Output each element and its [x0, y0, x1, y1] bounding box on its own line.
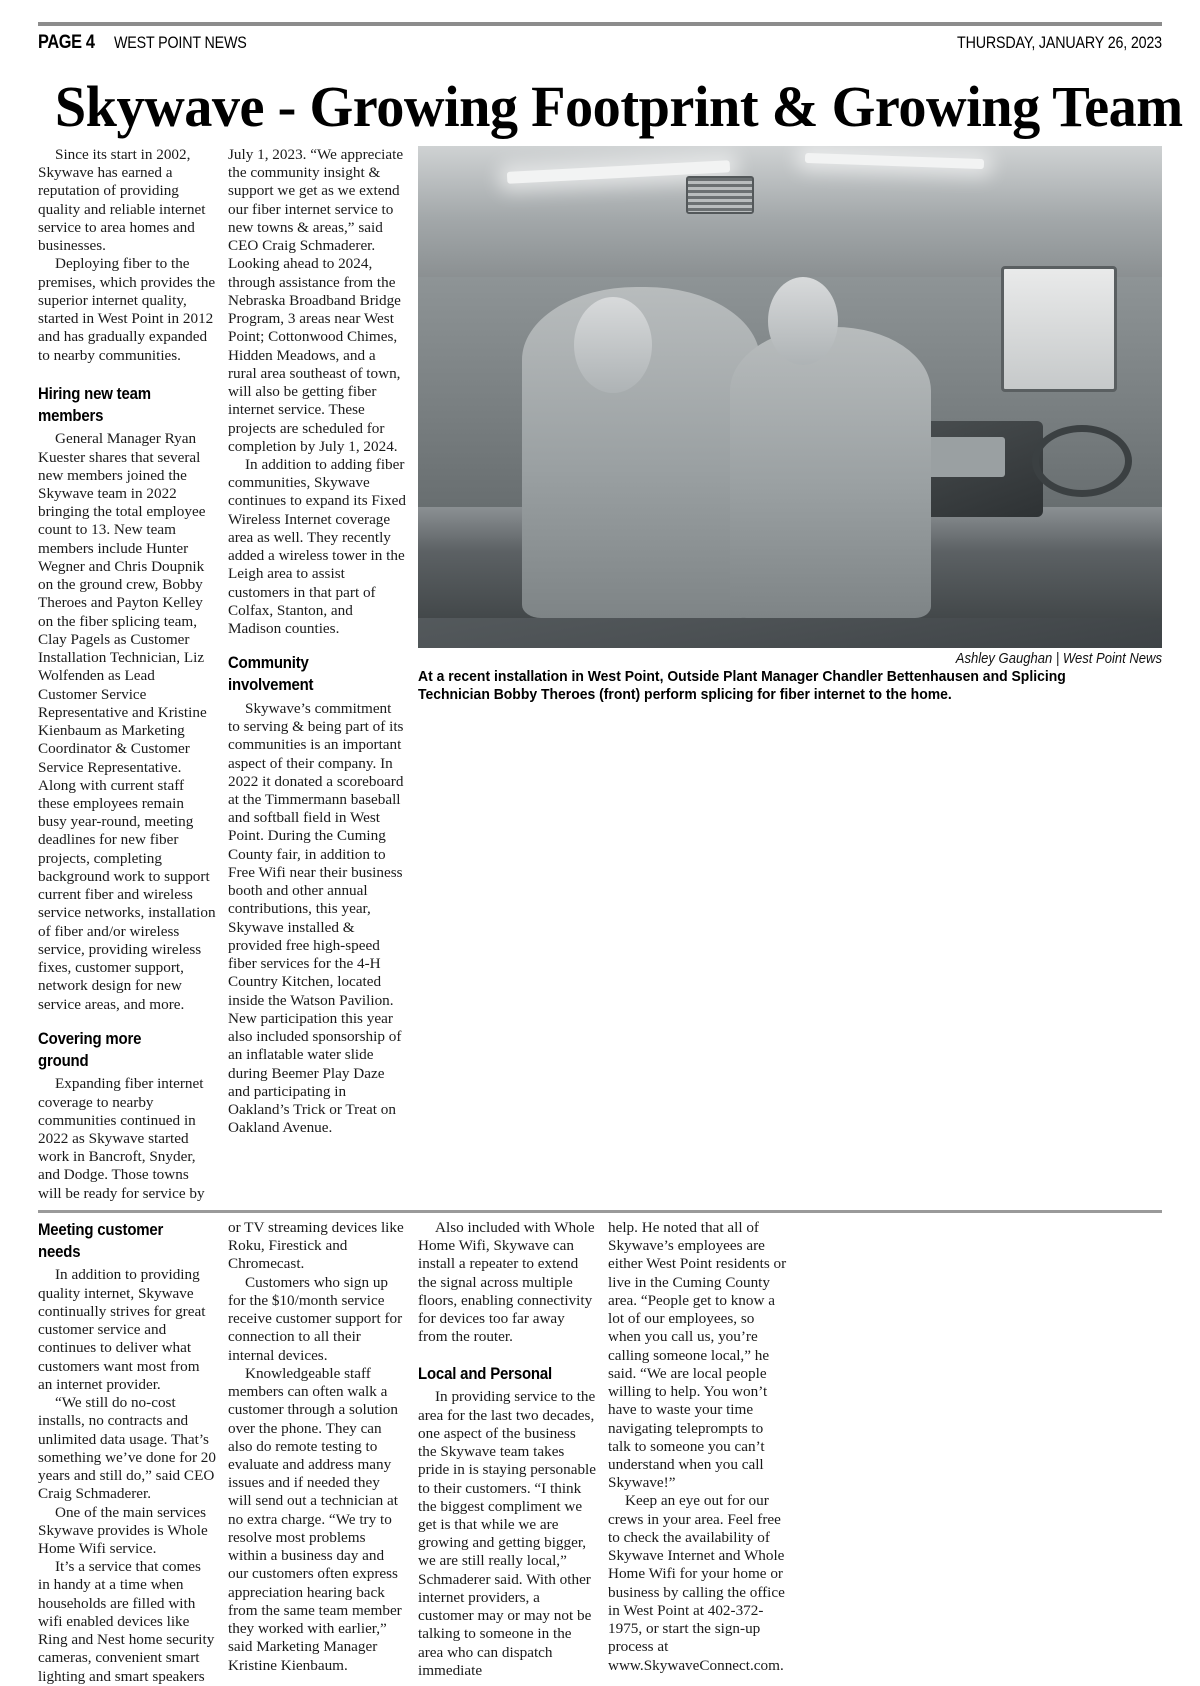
photo-vent	[686, 176, 754, 214]
paragraph: Deploying fiber to the premises, which provides the superior internet quality, started in West Point in 2012 and has gradually expanded to nearby communities.	[38, 255, 216, 364]
column-2	[228, 146, 406, 1203]
bottom-rule	[38, 1210, 1162, 1213]
paragraph: Keep an eye out for our crews in your area. Feel free to check the availability of Skywave Internet and Whole Home Wifi for your home or business by calling the office in West Point at 402-372-1975, or start the sign-up process at www.SkywaveConnect.com.	[608, 1492, 785, 1674]
column-1	[38, 146, 216, 1203]
column-5	[418, 1219, 596, 1686]
photo-caption: At a recent installation in West Point, Outside Plant Manager Chandler Bettenhausen and Splicing Technician Bobby Theroes (front) perform splicing for fiber internet to the home.	[418, 668, 1066, 703]
column-4	[228, 1219, 406, 1686]
paragraph: Customers who sign up for the $10/month service receive customer support for connection to all their internal devices.	[228, 1273, 403, 1364]
paragraph: Skywave’s commitment to serving & being part of its communities is an important aspect of their company. In 2022 it donated a scoreboard at the Timmermann baseball and softball field in West Point. During the Cuming County fair, in addition to Free Wifi near their business booth and other annual contributions, this year, Skywave installed & provided free high-speed fiber services for the 4-H Country Kitchen, located inside the Watson Pavilion. New participation this year also included sponsorship of an inflatable water slide during Beemer Play Daze and participating in Oakland’s Trick or Treat on Oakland Avenue.	[228, 699, 404, 1137]
paragraph: “We still do no-cost installs, no contracts and unlimited data usage. That’s something we’ve done for 20 years and still do,” said CEO Craig Schmaderer.	[38, 1394, 216, 1503]
page-number: PAGE 4	[38, 32, 95, 53]
photo-technician-back	[730, 327, 931, 618]
paragraph: Also included with Whole Home Wifi, Skywave can install a repeater to extend the signal across multiple floors, enabling connectivity for devices too far away from the router.	[418, 1218, 595, 1346]
photo-window	[1001, 266, 1117, 392]
page-title: Skywave - Growing Footprint & Growing Team	[54, 74, 1183, 139]
paragraph: Knowledgeable staff members can often walk a customer through a solution over the phone. They can also do remote testing to evaluate and address many issues and if needed they will send out a technician at no extra charge. “We try to resolve most problems within a business day and our customers often express appreciation hearing back from the same team member they worked with earlier,” said Marketing Manager Kristine Kienbaum.	[228, 1364, 402, 1674]
paragraph: One of the main services Skywave provides is Whole Home Wifi service.	[38, 1503, 208, 1557]
issue-date: THURSDAY, JANUARY 26, 2023	[957, 33, 1162, 52]
paragraph: In addition to adding fiber communities, Skywave continues to expand its Fixed Wireless Internet coverage area as well. They recently added a wireless tower in the Leigh area to assist customers in that part of Colfax, Stanton, and Madison counties.	[228, 455, 407, 638]
paragraph: General Manager Ryan Kuester shares that several new members joined the Skywave team in 2022 bringing the total employee count to 13. New team members include Hunter Wegner and Chris Doupnik on the ground crew, Bobby Theroes and Payton Kelley on the fiber splicing team, Clay Pagels as Customer Installation Technician, Liz Wolfenden as Lead Customer Service Representative and Kristine Kienbaum as Marketing Coordinator & Customer Service Representative. Along with current staff these employees remain busy year-round, meeting deadlines for new fiber projects, completing background work to support current fiber and wireless service networks, installation of fiber and/or wireless service, providing wireless fixes, customer support, network design for new service areas, and more.	[38, 430, 216, 1013]
photo-ceiling	[418, 146, 1162, 277]
subheading-covering-more-ground: Covering more ground	[38, 1028, 142, 1070]
paragraph: Expanding fiber internet coverage to nearby communities continued in 2022 as Skywave started work in Bancroft, Snyder, and Dodge. Those towns will be ready for service by	[38, 1075, 205, 1202]
paragraph: It’s a service that comes in handy at a time when households are filled with wifi enabled devices like Ring and Nest home security cameras, convenient smart lighting and smart speakers	[38, 1558, 215, 1685]
upper-section	[38, 146, 1162, 1203]
masthead-left	[38, 32, 272, 54]
newspaper-page	[0, 22, 1200, 1685]
lower-section	[38, 1219, 1162, 1686]
photo-technician-front-head	[574, 297, 652, 393]
masthead	[38, 26, 1162, 62]
subheading-local-and-personal: Local and Personal	[418, 1363, 553, 1383]
paragraph: July 1, 2023. “We appreciate the community insight & support we get as we extend our fiber internet service to new towns & areas,” said CEO Craig Schmaderer. Looking ahead to 2024, through assistance from the Nebraska Broadband Bridge Program, 3 areas near West Point; Cottonwood Chimes, Hidden Meadows, and a rural area southeast of town, will also be getting fiber internet service. These projects are scheduled for completion by July 1, 2024.	[228, 146, 404, 455]
paragraph: In addition to providing quality internet, Skywave continually strives for great customer service and continues to deliver what customers want most from an internet provider.	[38, 1266, 206, 1393]
article-photo	[418, 146, 1162, 648]
photo-block	[418, 146, 1162, 1203]
column-3	[38, 1219, 216, 1686]
subheading-hiring-new-team-members: Hiring new team members	[38, 383, 151, 425]
paper-name: WEST POINT NEWS	[113, 33, 247, 52]
photo-technician-back-head	[768, 277, 838, 365]
paragraph: In providing service to the area for the last two decades, one aspect of the business the Skywave team takes pride in is staying personable to their customers. “I think the biggest compliment we get is that while we are growing and getting bigger, we are still really local,” Schmaderer said. With other internet providers, a customer may or may not be talking to someone in the area who can dispatch immediate	[418, 1388, 596, 1679]
subheading-meeting-customer-needs: Meeting customer needs	[38, 1219, 164, 1261]
paragraph: or TV streaming devices like Roku, Firestick and Chromecast.	[228, 1218, 404, 1273]
paragraph: Since its start in 2002, Skywave has earned a reputation of providing quality and reliable internet service to area homes and businesses.	[38, 146, 206, 255]
photo-credit: Ashley Gaughan | West Point News	[955, 651, 1162, 667]
paragraph: help. He noted that all of Skywave’s employees are either West Point residents or live in the Cuming County area. “People get to know a lot of our employees, so when you call us, you’re calling someone local,” he said. “We are local people willing to help. You won’t have to waste your time navigating teleprompts to talk to someone you can’t understand when you call Skywave!”	[608, 1218, 787, 1492]
subheading-community-involvement: Community involvement	[228, 653, 314, 695]
column-6	[608, 1219, 789, 1686]
